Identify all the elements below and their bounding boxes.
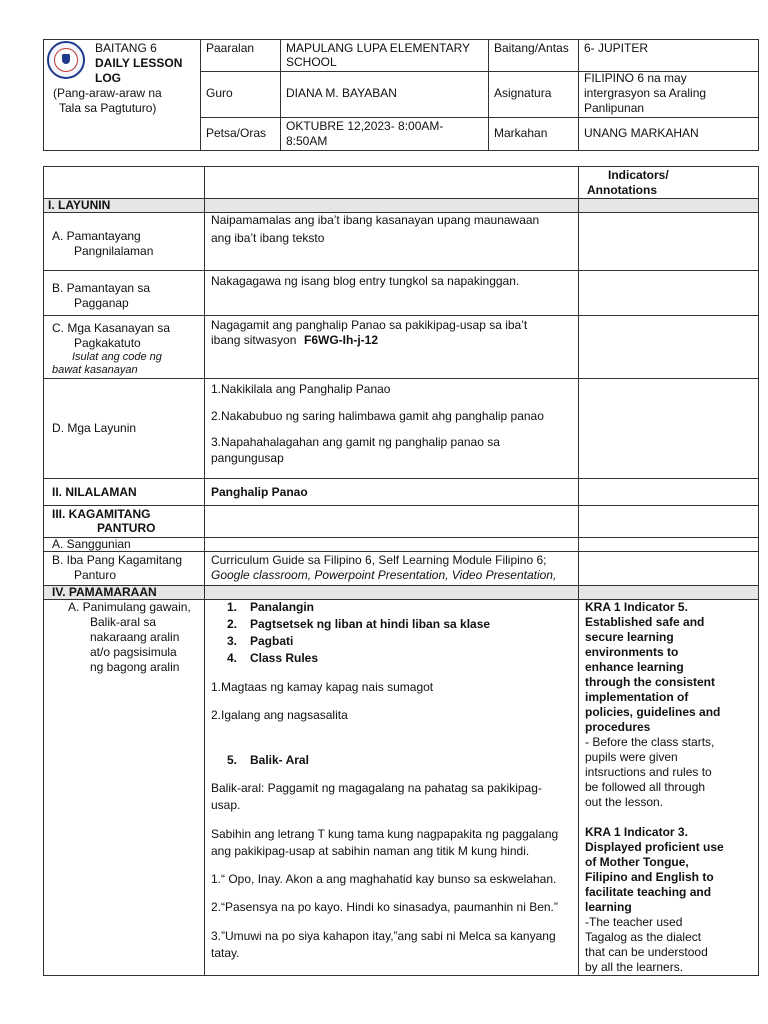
note-code-line2: bawat kasanayan: [52, 364, 138, 376]
text-kagamitan-1: Curriculum Guide sa Filipino 6, Self Learning Module Filipino 6;: [211, 553, 547, 567]
school-value-line2: SCHOOL: [286, 55, 337, 69]
exercise-item-3-line2: tatay.: [211, 946, 240, 960]
label-mga-layunin: D. Mga Layunin: [52, 421, 137, 435]
teacher-value: DIANA M. BAYABAN: [286, 86, 397, 100]
label-panimulang-gawain-1: A. Panimulang gawain,: [68, 600, 191, 614]
deped-seal-logo: [47, 41, 85, 79]
indicator-1-line: KRA 1 Indicator 5.: [585, 600, 688, 614]
step-3-number: 3.: [227, 634, 238, 648]
class-rule-1: 1.Magtaas ng kamay kapag nais sumagot: [211, 680, 434, 694]
indicator-2-line: Filipino and English to: [585, 870, 714, 884]
section-layunin: I. LAYUNIN: [48, 198, 111, 212]
indicator-1-line: implementation of: [585, 690, 689, 704]
subject-value-line2: intergrasyon sa Araling: [584, 86, 707, 100]
indicators-header-line2: Annotations: [587, 183, 657, 197]
dll-subtitle-line2: Tala sa Pagtuturo): [59, 101, 157, 115]
exercise-item-2: 2.“Pasensya na po kayo. Hindi ko sinasadya, paumanhin ni Ben.”: [211, 900, 558, 914]
competency-code: F6WG-Ih-j-12: [304, 333, 378, 347]
indicator-1-line: secure learning: [585, 630, 674, 644]
step-1-number: 1.: [227, 600, 238, 614]
note-code-line1: Isulat ang code ng: [72, 351, 162, 363]
label-iba-pang-kagamitan-2: Panturo: [74, 568, 117, 582]
annotation-1-line: intsructions and rules to: [585, 765, 712, 779]
subject-label: Asignatura: [494, 86, 552, 100]
step-2-text: Pagtsetsek ng liban at hindi liban sa klase: [250, 617, 491, 631]
objective-2: 2.Nakabubuo ng saring halimbawa gamit ahg panghalip panao: [211, 409, 544, 423]
teacher-label: Guro: [206, 86, 233, 100]
subject-value-line1: FILIPINO 6 na may: [584, 71, 687, 85]
indicator-2-line: KRA 1 Indicator 3.: [585, 825, 688, 839]
text-pamantayan-pagganap: Nakagagawa ng isang blog entry tungkol sa napakinggan.: [211, 274, 520, 288]
exercise-item-3-line1: 3.”Umuwi na po siya kahapon itay,”ang sabi ni Melca sa kanyang: [211, 929, 556, 943]
indicator-1-line: environments to: [585, 645, 679, 659]
step-4-text: Class Rules: [250, 651, 319, 665]
date-label: Petsa/Oras: [206, 126, 267, 140]
date-value-line1: OKTUBRE 12,2023- 8:00AM-: [286, 119, 444, 133]
text-pamantayang-pangnilalaman-2: ang iba’t ibang teksto: [211, 231, 325, 245]
indicator-1-line: procedures: [585, 720, 651, 734]
indicator-1-line: enhance learning: [585, 660, 684, 674]
indicator-1-line: Established safe and: [585, 615, 705, 629]
label-pamantayang-pangnilalaman-1: A. Pamantayang: [52, 229, 141, 243]
grade-title: BAITANG 6: [95, 41, 157, 55]
grade-level-label: Baitang/Antas: [494, 41, 569, 55]
step-3-text: Pagbati: [250, 634, 294, 648]
step-2-number: 2.: [227, 617, 238, 631]
annotation-1-line: - Before the class starts,: [585, 735, 715, 749]
label-pamantayan-pagganap-2: Pagganap: [74, 296, 129, 310]
label-kasanayan-1: C. Mga Kasanayan sa: [52, 321, 171, 335]
objective-3-line2: pangungusap: [211, 451, 284, 465]
instruction-line2: ang pakikipag-usap at sabihin naman ang titik M kung hindi.: [211, 844, 530, 858]
annotation-2-line: -The teacher used: [585, 915, 683, 929]
grade-level-value: 6- JUPITER: [584, 41, 649, 55]
quarter-label: Markahan: [494, 126, 548, 140]
label-panimulang-gawain-5: ng bagong aralin: [90, 660, 180, 674]
annotation-1-line: be followed all through: [585, 780, 706, 794]
label-pamantayang-pangnilalaman-2: Pangnilalaman: [74, 244, 154, 258]
quarter-value: UNANG MARKAHAN: [584, 126, 699, 140]
annotation-2-line: that can be understood: [585, 945, 708, 959]
indicators-header-line1: Indicators/: [608, 168, 669, 182]
annotation-2-line: Tagalog as the dialect: [585, 930, 702, 944]
balik-aral-line1: Balik-aral: Paggamit ng magagalang na pahatag sa pakikipag-: [211, 781, 542, 795]
indicator-1-line: through the consistent: [585, 675, 715, 689]
section-pamamaraan: IV. PAMAMARAAN: [52, 585, 157, 599]
nilalaman-value: Panghalip Panao: [211, 485, 308, 499]
step-5-number: 5.: [227, 753, 238, 767]
step-4-number: 4.: [227, 651, 238, 665]
label-panimulang-gawain-2: Balik-aral sa: [90, 615, 157, 629]
exercise-item-1: 1.“ Opo, Inay. Akon a ang maghahatid kay bunso sa eskwelahan.: [211, 872, 557, 886]
annotation-1-line: out the lesson.: [585, 795, 664, 809]
instruction-line1: Sabihin ang letrang T kung tama kung nagpapakita ng paggalang: [211, 827, 559, 841]
label-sanggunian: A. Sanggunian: [52, 537, 131, 551]
step-1-text: Panalangin: [250, 600, 315, 614]
school-label: Paaralan: [206, 41, 255, 55]
label-kasanayan-2: Pagkakatuto: [74, 336, 141, 350]
balik-aral-line2: usap.: [211, 798, 241, 812]
indicator-2-line: learning: [585, 900, 632, 914]
label-pamantayan-pagganap-1: B. Pamantayan sa: [52, 281, 151, 295]
indicator-1-line: policies, guidelines and: [585, 705, 721, 719]
dll-title-line2: LOG: [95, 71, 121, 85]
annotation-1-line: pupils were given: [585, 750, 678, 764]
text-kasanayan-2: ibang sitwasyon: [211, 333, 297, 347]
class-rule-2: 2.Igalang ang nagsasalita: [211, 708, 348, 722]
indicator-2-line: of Mother Tongue,: [585, 855, 689, 869]
label-iba-pang-kagamitan-1: B. Iba Pang Kagamitang: [52, 553, 183, 567]
objective-3-line1: 3.Napahahalagahan ang gamit ng panghalip panao sa: [211, 435, 500, 449]
step-5-text: Balik- Aral: [250, 753, 309, 767]
indicator-2-line: Displayed proficient use: [585, 840, 724, 854]
objective-1: 1.Nakikilala ang Panghalip Panao: [211, 382, 391, 396]
dll-title-line1: DAILY LESSON: [95, 56, 183, 70]
text-kagamitan-2: Google classroom, Powerpoint Presentation, Video Presentation,: [211, 568, 557, 582]
dll-subtitle-line1: (Pang-araw-araw na: [53, 86, 162, 100]
subject-value-line3: Panlipunan: [584, 101, 645, 115]
section-shade-layunin: [44, 198, 758, 212]
indicator-2-line: facilitate teaching and: [585, 885, 712, 899]
section-nilalaman: II. NILALAMAN: [52, 485, 137, 499]
section-kagamitan-line2: PANTURO: [97, 521, 156, 535]
date-value-line2: 8:50AM: [286, 134, 328, 148]
section-kagamitan-line1: III. KAGAMITANG: [52, 507, 151, 521]
annotation-2-line: by all the learners.: [585, 960, 684, 974]
text-pamantayang-pangnilalaman-1: Naipamamalas ang iba’t ibang kasanayan upang maunawaan: [211, 213, 540, 227]
label-panimulang-gawain-4: at/o pagsisimula: [90, 645, 177, 659]
school-value-line1: MAPULANG LUPA ELEMENTARY: [286, 41, 471, 55]
label-panimulang-gawain-3: nakaraang aralin: [90, 630, 180, 644]
text-kasanayan-1: Nagagamit ang panghalip Panao sa pakikipag-usap sa iba’t: [211, 318, 528, 332]
